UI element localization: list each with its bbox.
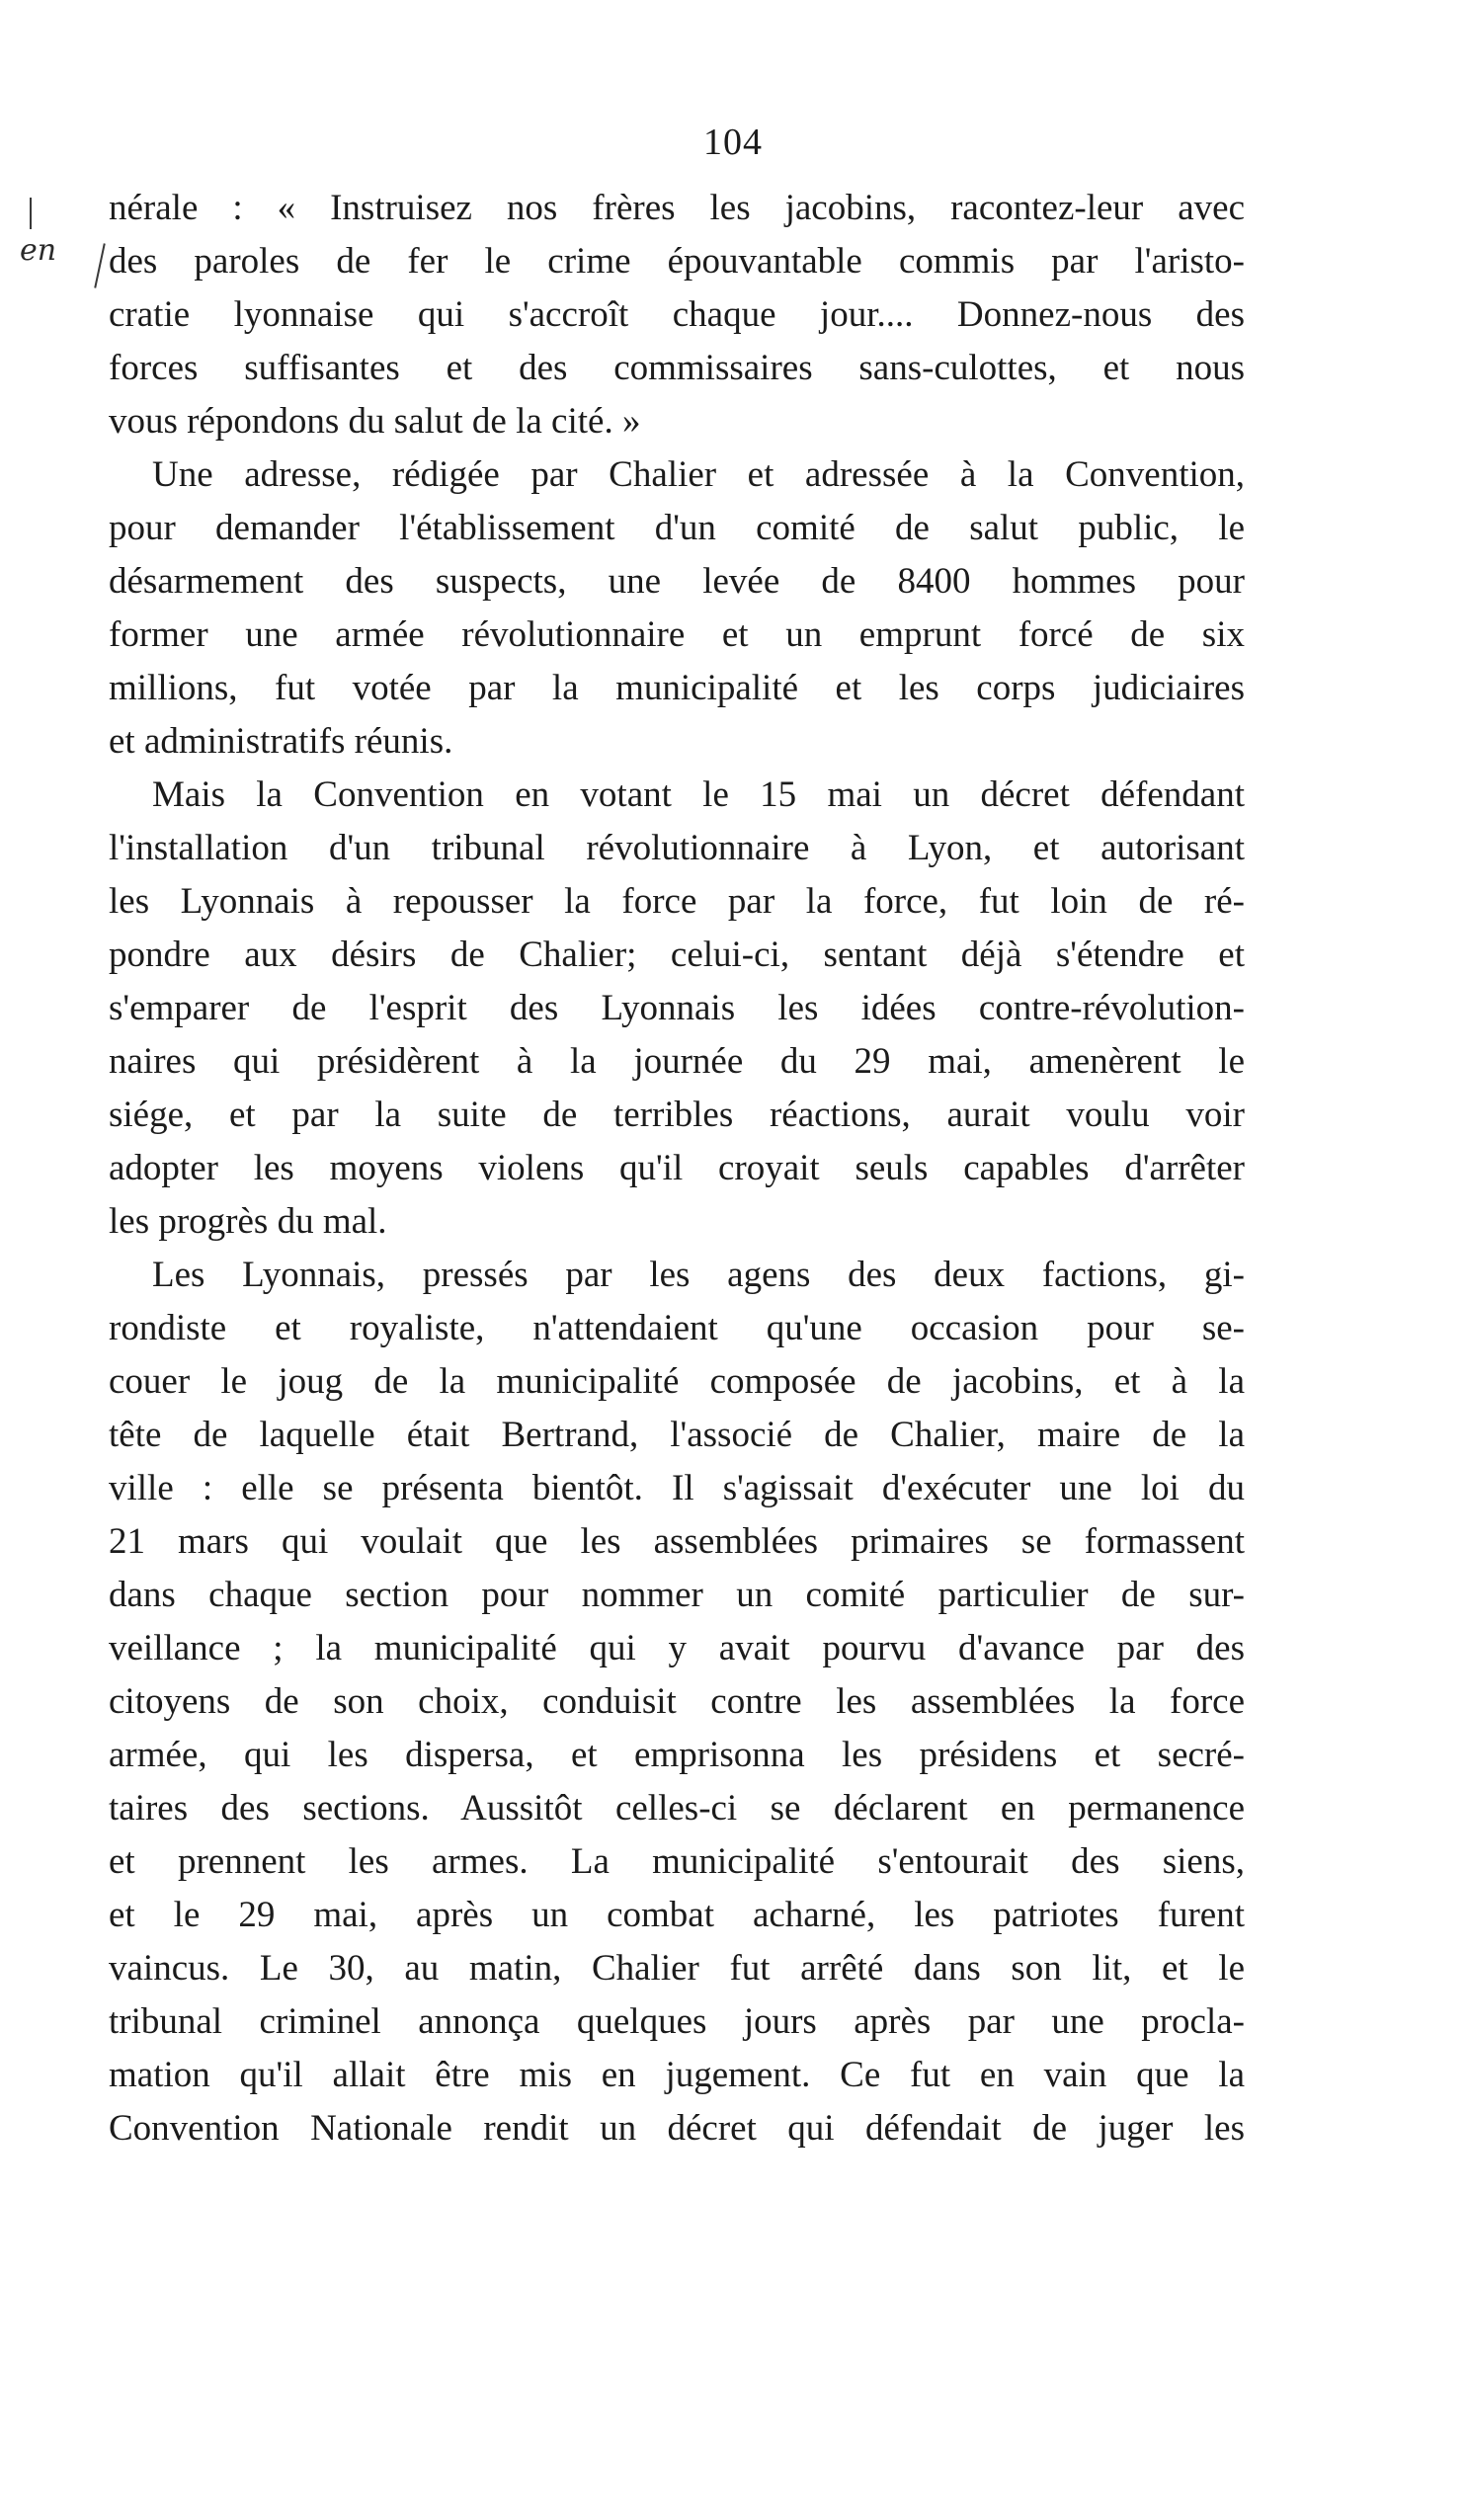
text-line: et prennent les armes. La municipalité s'entourait des siens,	[109, 1841, 1245, 1882]
text-line: Convention Nationale rendit un décret qui défendait de juger les	[109, 2108, 1245, 2149]
page-number: 104	[703, 122, 763, 163]
text-line: l'installation d'un tribunal révolutionnaire à Lyon, et autorisant	[109, 828, 1245, 868]
text-line: ville : elle se présenta bientôt. Il s'agissait d'exécuter une loi du	[109, 1468, 1245, 1508]
text-line: siége, et par la suite de terribles réactions, aurait voulu voir	[109, 1095, 1245, 1135]
text-line: tribunal criminel annonça quelques jours après par une procla-	[109, 2001, 1245, 2042]
text-line: armée, qui les dispersa, et emprisonna les présidens et secré-	[109, 1735, 1245, 1775]
text-line: 21 mars qui voulait que les assemblées primaires se formassent	[109, 1521, 1245, 1562]
text-line: taires des sections. Aussitôt celles-ci se déclarent en permanence	[109, 1788, 1245, 1829]
text-line: pour demander l'établissement d'un comité de salut public, le	[109, 508, 1245, 548]
text-line: pondre aux désirs de Chalier; celui-ci, sentant déjà s'étendre et	[109, 935, 1245, 975]
text-line: vous répondons du salut de la cité. »	[109, 401, 641, 442]
margin-pencil-mark	[30, 198, 32, 229]
text-line: couer le joug de la municipalité composée de jacobins, et à la	[109, 1361, 1245, 1402]
text-line: rondiste et royaliste, n'attendaient qu'une occasion pour se-	[109, 1308, 1245, 1348]
text-line: tête de laquelle était Bertrand, l'associé de Chalier, maire de la	[109, 1415, 1245, 1455]
text-line: les progrès du mal.	[109, 1201, 387, 1242]
text-line: les Lyonnais à repousser la force par la force, fut loin de ré-	[109, 881, 1245, 922]
body-text	[109, 182, 1245, 2155]
text-line: mation qu'il allait être mis en jugement. Ce fut en vain que la	[109, 2055, 1245, 2095]
text-line: adopter les moyens violens qu'il croyait seuls capables d'arrêter	[109, 1148, 1245, 1188]
text-line: Mais la Convention en votant le 15 mai un décret défendant	[152, 774, 1245, 815]
text-line: Une adresse, rédigée par Chalier et adressée à la Convention,	[152, 454, 1245, 495]
text-line: et le 29 mai, après un combat acharné, les patriotes furent	[109, 1895, 1245, 1935]
text-line: désarmement des suspects, une levée de 8400 hommes pour	[109, 561, 1245, 602]
text-line: millions, fut votée par la municipalité et les corps judiciaires	[109, 668, 1245, 708]
paragraph	[109, 182, 1245, 448]
text-line: former une armée révolutionnaire et un emprunt forcé de six	[109, 614, 1245, 655]
text-line: citoyens de son choix, conduisit contre les assemblées la force	[109, 1681, 1245, 1722]
text-line: nérale : « Instruisez nos frères les jacobins, racontez-leur avec	[109, 188, 1245, 228]
paragraph	[109, 448, 1245, 769]
text-line: et administratifs réunis.	[109, 721, 453, 762]
text-line: des paroles de fer le crime épouvantable commis par l'aristo-	[109, 241, 1245, 282]
text-line: vaincus. Le 30, au matin, Chalier fut arrêté dans son lit, et le	[109, 1948, 1245, 1989]
text-line: s'emparer de l'esprit des Lyonnais les idées contre-révolution-	[109, 988, 1245, 1028]
text-line: forces suffisantes et des commissaires sans-culottes, et nous	[109, 348, 1245, 388]
text-line: Les Lyonnais, pressés par les agens des deux factions, gi-	[152, 1255, 1245, 1295]
text-line: cratie lyonnaise qui s'accroît chaque jour.... Donnez-nous des	[109, 294, 1245, 335]
text-line: naires qui présidèrent à la journée du 29 mai, amenèrent le	[109, 1041, 1245, 1082]
margin-pencil-stroke	[94, 243, 106, 287]
paragraph	[109, 769, 1245, 1249]
text-line: veillance ; la municipalité qui y avait pourvu d'avance par des	[109, 1628, 1245, 1668]
text-line: dans chaque section pour nommer un comité particulier de sur-	[109, 1575, 1245, 1615]
margin-handwritten-note: en	[20, 233, 57, 268]
paragraph	[109, 1249, 1245, 2155]
